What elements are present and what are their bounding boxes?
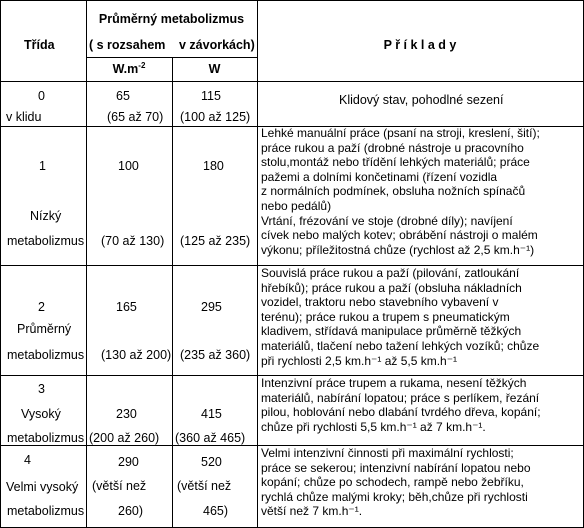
class-number: 4 <box>24 453 31 467</box>
wm2-range: (200 až 260) <box>89 431 160 445</box>
wm2-value: 100 <box>118 159 139 173</box>
col-rule <box>86 0 87 528</box>
wm2-value: 65 <box>116 89 130 103</box>
header-metabolism-title: Průměrný metabolizmus <box>98 12 245 26</box>
class-name: Průměrný <box>17 322 72 336</box>
example-text: Velmi intenzivní činnosti při maximální rychlosti; práce se sekerou; intenzivní nabírání lopatou nebo kopání; chůze po schodech, rampě nebo žebříku, rychlá chůze malými kroky; běh,chůze při rychlosti větší než 7 km.h⁻¹. <box>261 446 531 519</box>
header-metabolism-sub-right: v závorkách) <box>179 38 255 52</box>
wm2-range: (65 až 70) <box>107 110 164 124</box>
col-rule <box>257 0 258 528</box>
example-text: Lehké manuální práce (psaní na stroji, kreslení, šití); práce rukou a paží (drobné nástroje u pracovního stolu,montáž nebo třídění lehkých materiálů; práce pažemi a dolními končetinami (řízení vozidla z normálních podmínek, obsluha nožních spínačů nebo pedálů) Vrtání, frézování ve stoje (drobné díly); navíjení cívek nebo malých kotev; obrábění nástroji o malém výkonu; příležitostná chůze (rychlost až 2,5 km.h⁻¹) <box>261 126 540 257</box>
header-unit-w: W <box>208 62 221 76</box>
wm2-range: (70 až 130) <box>101 234 165 248</box>
wm2-value: 230 <box>116 407 137 421</box>
table-border-left <box>0 0 1 528</box>
header-bottom-rule <box>0 81 583 82</box>
class-number: 2 <box>38 300 45 314</box>
example-text: Intenzivní práce trupem a rukama, nesení těžkých materiálů, nabírání lopatou; práce s perlíkem, řezání pilou, hoblování nebo dlabání tvrdého dřeva, kopání; chůze při rychlosti 5,5 km.h⁻¹ až 7 km.h⁻¹. <box>261 376 541 434</box>
w-value: 180 <box>203 159 224 173</box>
header-class: Třída <box>24 38 55 52</box>
wm2-range: (130 až 200) <box>101 348 172 362</box>
class-name: metabolizmus <box>7 504 85 518</box>
w-range: (125 až 235) <box>180 234 251 248</box>
table-border-top <box>0 0 583 1</box>
header-examples: P ř í k l a d y <box>383 38 457 52</box>
wm2-value: 165 <box>116 300 137 314</box>
w-range: (235 až 360) <box>180 348 251 362</box>
wm2-value: 290 <box>118 455 139 469</box>
class-name: Vysoký <box>21 407 61 421</box>
example-text: Klidový stav, pohodlné sezení <box>339 93 504 107</box>
w-value: 295 <box>201 300 222 314</box>
class-number: 0 <box>38 89 45 103</box>
class-name: metabolizmus <box>7 234 85 248</box>
w-value: 520 <box>201 455 222 469</box>
class-name: Velmi vysoký <box>6 480 79 494</box>
header-unit-wm2: $W.m^{-2}$ <box>112 60 146 76</box>
class-name: metabolizmus <box>7 348 85 362</box>
w-range: (větší než <box>177 479 232 493</box>
w-range: 465) <box>203 504 229 518</box>
w-range: (100 až 125) <box>180 110 251 124</box>
wm2-range: (větší než <box>92 479 147 493</box>
w-value: 415 <box>201 407 222 421</box>
w-range: (360 až 465) <box>175 431 246 445</box>
class-name: v klidu <box>6 110 42 124</box>
wm2-range: 260) <box>118 504 144 518</box>
w-value: 115 <box>201 89 221 103</box>
class-number: 3 <box>38 382 45 396</box>
class-number: 1 <box>39 159 46 173</box>
class-name: metabolizmus <box>7 431 85 445</box>
class-name: Nízký <box>30 209 62 223</box>
col-rule <box>172 57 173 528</box>
header-metabolism-sub-left: ( s rozsahem <box>89 38 166 52</box>
example-text: Souvislá práce rukou a paží (pilování, zatloukání hřebíků); práce rukou a paží (obsluha nákladních vozidel, traktoru nebo stavebního vybavení v terénu); práce rukou a trupem s pneumatickým kladivem, střídavá manipulace průměrně těžkých materiálů, tlačení nebo tažení lehkých vozíků; chůze při rychlosti 2,5 km.h⁻¹ až 5,5 km.h⁻¹ <box>261 266 540 368</box>
